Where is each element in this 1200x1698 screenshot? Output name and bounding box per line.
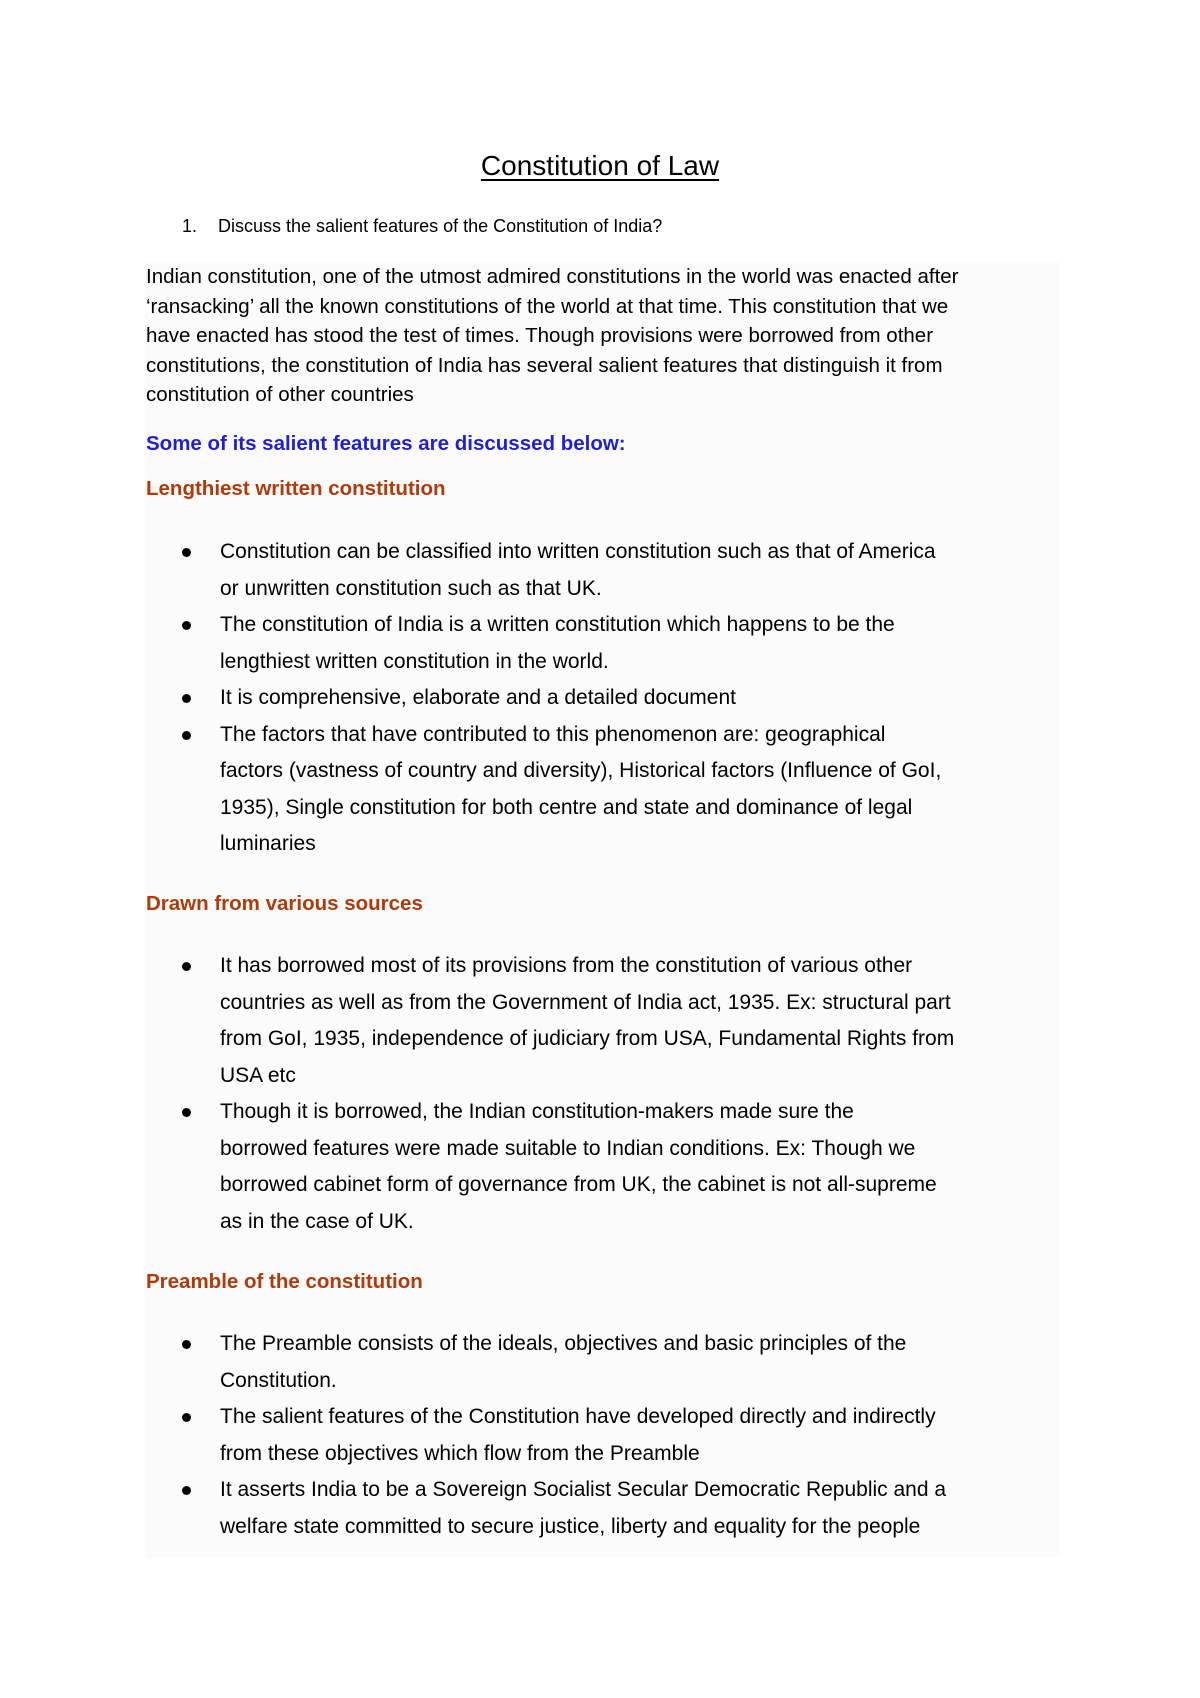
list-item	[146, 717, 1066, 863]
list-line: Constitution can be classified into written constitution such as that of America	[220, 540, 936, 563]
section-heading: Drawn from various sources	[146, 892, 423, 915]
list-line: It asserts India to be a Sovereign Socialist Secular Democratic Republic and a	[220, 1478, 947, 1501]
list-line: 1935), Single constitution for both centre and state and dominance of legal	[220, 795, 913, 819]
list-line: The Preamble consists of the ideals, objectives and basic principles of the	[220, 1332, 907, 1355]
list-line: It has borrowed most of its provisions from the constitution of various other	[220, 954, 913, 977]
list-line: from GoI, 1935, independence of judiciary from USA, Fundamental Rights from	[220, 1027, 955, 1050]
bullet-icon	[182, 621, 191, 630]
question-text: Discuss the salient features of the Constitution of India?	[218, 216, 663, 236]
intro-paragraph	[146, 262, 1058, 410]
list-line: factors (vastness of country and diversity), Historical factors (Influence of GoI,	[220, 759, 942, 782]
list-line: welfare state committed to secure justice, liberty and equality for the people	[220, 1514, 921, 1538]
bullet-icon	[182, 1108, 191, 1117]
bullet-icon	[182, 694, 191, 703]
bullet-icon	[182, 1486, 191, 1495]
bullet-icon	[182, 1340, 191, 1349]
section-heading: Lengthiest written constitution	[146, 477, 446, 500]
features-heading: Some of its salient features are discussed below:	[146, 432, 626, 455]
bullet-list	[146, 948, 1066, 1240]
list-item	[146, 1094, 1066, 1240]
list-line: as in the case of UK.	[220, 1209, 414, 1233]
list-item	[146, 534, 1066, 607]
bullet-icon	[182, 731, 191, 740]
page-title: Constitution of Law	[480, 150, 720, 181]
intro-line: have enacted has stood the test of times. Though provisions were borrowed from other	[146, 324, 934, 347]
bullet-list	[146, 534, 1066, 863]
list-item	[146, 680, 1066, 717]
bullet-icon	[182, 1413, 191, 1422]
section-heading: Preamble of the constitution	[146, 1270, 423, 1293]
bullet-icon	[182, 548, 191, 557]
list-line: USA etc	[220, 1063, 296, 1087]
list-line: Though it is borrowed, the Indian constitution-makers made sure the	[220, 1100, 854, 1123]
list-line: It is comprehensive, elaborate and a detailed document	[220, 686, 736, 709]
list-line: borrowed cabinet form of governance from UK, the cabinet is not all-supreme	[220, 1173, 937, 1196]
list-line: The constitution of India is a written constitution which happens to be the	[220, 613, 895, 636]
intro-line: ‘ransacking’ all the known constitutions of the world at that time. This constitution that we	[146, 294, 949, 318]
list-line: luminaries	[220, 832, 316, 855]
list-line: The factors that have contributed to this phenomenon are: geographical	[220, 722, 886, 746]
list-line: The salient features of the Constitution have developed directly and indirectly	[220, 1405, 936, 1428]
list-item	[146, 1399, 1066, 1472]
list-line: Constitution.	[220, 1368, 337, 1392]
intro-line: constitution of other countries	[146, 383, 414, 406]
list-line: from these objectives which flow from the Preamble	[220, 1441, 700, 1465]
bullet-icon	[182, 962, 191, 971]
intro-line: Indian constitution, one of the utmost admired constitutions in the world was enacted after	[146, 265, 959, 288]
list-item	[146, 1326, 1066, 1399]
intro-line: constitutions, the constitution of India has several salient features that distinguish it from	[146, 353, 943, 377]
list-line: or unwritten constitution such as that UK.	[220, 576, 602, 600]
list-item	[146, 1472, 1066, 1545]
list-line: borrowed features were made suitable to Indian conditions. Ex: Though we	[220, 1136, 916, 1160]
list-line: lengthiest written constitution in the world.	[220, 649, 609, 673]
bullet-list	[146, 1326, 1066, 1545]
question-number: 1.	[182, 216, 198, 236]
list-item	[146, 607, 1066, 680]
list-item	[146, 948, 1066, 1094]
list-line: countries as well as from the Government of India act, 1935. Ex: structural part	[220, 990, 951, 1014]
